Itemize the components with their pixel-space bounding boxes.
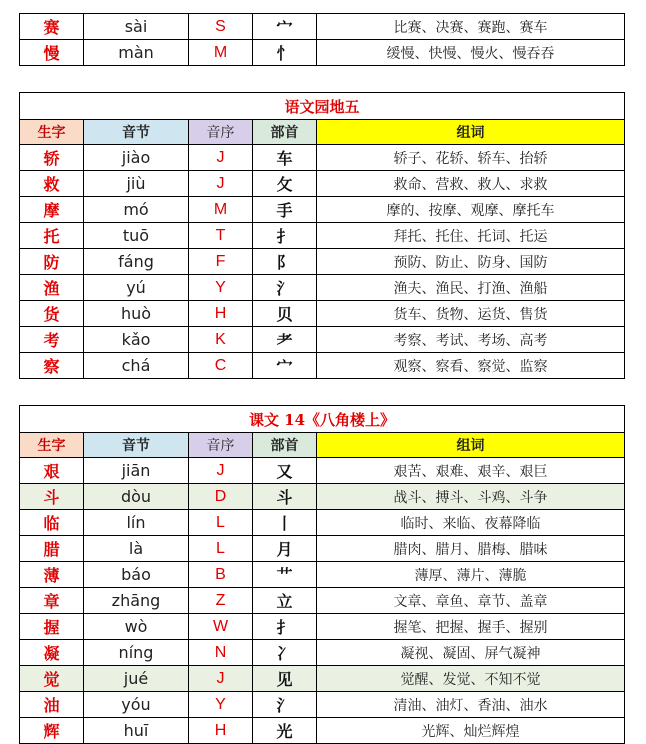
pinyin-cell: níng [84,640,189,666]
pinyin-cell: yóu [84,692,189,718]
pinyin-cell: kǎo [84,327,189,353]
index-cell: H [189,718,253,744]
section1-table [19,92,625,379]
pinyin-cell: jué [84,666,189,692]
radical-cell: 冫 [253,640,317,666]
table-row [20,249,625,275]
words-cell: 考察、考试、考场、高考 [317,327,625,353]
words-cell: 凝视、凝固、屏气凝神 [317,640,625,666]
table-row [20,510,625,536]
char-cell: 凝 [20,640,84,666]
char-cell: 防 [20,249,84,275]
char-cell: 艰 [20,458,84,484]
top-table-body [20,14,625,66]
table-row [20,666,625,692]
table-row [20,353,625,379]
pinyin-cell: fáng [84,249,189,275]
char-cell: 油 [20,692,84,718]
header-char: 生字 [20,120,84,145]
words-cell: 缓慢、快慢、慢火、慢吞吞 [317,40,625,66]
pinyin-cell: huò [84,301,189,327]
index-cell: H [189,301,253,327]
pinyin-cell: lín [84,510,189,536]
radical-cell: 扌 [253,614,317,640]
words-cell: 比赛、决赛、赛跑、赛车 [317,14,625,40]
section2-body [20,406,625,458]
table-row [20,484,625,510]
words-cell: 握笔、把握、握手、握别 [317,614,625,640]
table-row [20,614,625,640]
pinyin-cell: jiù [84,171,189,197]
pinyin-cell: yú [84,275,189,301]
header-index: 音序 [189,120,253,145]
char-cell: 临 [20,510,84,536]
pinyin-cell: huī [84,718,189,744]
index-cell: C [189,353,253,379]
pinyin-cell: báo [84,562,189,588]
pinyin-cell: jiān [84,458,189,484]
words-cell: 渔夫、渔民、打渔、渔船 [317,275,625,301]
radical-cell: 阝 [253,249,317,275]
pinyin-cell: chá [84,353,189,379]
section1-rows [20,145,625,379]
index-cell: L [189,536,253,562]
header-words: 组词 [317,120,625,145]
table-row [20,14,625,40]
table-row [20,223,625,249]
char-cell: 章 [20,588,84,614]
table-row [20,536,625,562]
table-row [20,692,625,718]
index-cell: Z [189,588,253,614]
table-row [20,197,625,223]
index-cell: M [189,197,253,223]
radical-cell: 斗 [253,484,317,510]
table-row [20,718,625,744]
char-cell: 考 [20,327,84,353]
index-cell: L [189,510,253,536]
char-cell: 渔 [20,275,84,301]
section2-header-row [20,433,625,458]
words-cell: 光辉、灿烂辉煌 [317,718,625,744]
words-cell: 临时、来临、夜幕降临 [317,510,625,536]
table-row [20,275,625,301]
header-pinyin: 音节 [84,433,189,458]
radical-cell: 扌 [253,223,317,249]
radical-cell: 见 [253,666,317,692]
pinyin-cell: jiào [84,145,189,171]
index-cell: N [189,640,253,666]
table-row [20,327,625,353]
char-cell: 薄 [20,562,84,588]
radical-cell: 攵 [253,171,317,197]
words-cell: 货车、货物、运货、售货 [317,301,625,327]
header-pinyin: 音节 [84,120,189,145]
char-cell: 察 [20,353,84,379]
table-row [20,562,625,588]
char-cell: 赛 [20,14,84,40]
table-row [20,40,625,66]
radical-cell: 又 [253,458,317,484]
index-cell: J [189,171,253,197]
radical-cell: 艹 [253,562,317,588]
pinyin-cell: mó [84,197,189,223]
char-cell: 轿 [20,145,84,171]
words-cell: 摩的、按摩、观摩、摩托车 [317,197,625,223]
index-cell: Y [189,692,253,718]
header-index: 音序 [189,433,253,458]
radical-cell: 光 [253,718,317,744]
char-cell: 慢 [20,40,84,66]
char-cell: 托 [20,223,84,249]
words-cell: 观察、察看、察觉、监察 [317,353,625,379]
radical-cell: 丨 [253,510,317,536]
char-cell: 货 [20,301,84,327]
words-cell: 战斗、搏斗、斗鸡、斗争 [317,484,625,510]
section1-header-row [20,120,625,145]
char-cell: 腊 [20,536,84,562]
pinyin-cell: tuō [84,223,189,249]
header-radical: 部首 [253,120,317,145]
char-cell: 辉 [20,718,84,744]
pinyin-cell: zhāng [84,588,189,614]
table-row [20,588,625,614]
index-cell: J [189,458,253,484]
header-radical: 部首 [253,433,317,458]
section2-rows [20,458,625,744]
index-cell: T [189,223,253,249]
header-char: 生字 [20,433,84,458]
char-cell: 救 [20,171,84,197]
radical-cell: 手 [253,197,317,223]
char-cell: 摩 [20,197,84,223]
pinyin-cell: wò [84,614,189,640]
pinyin-cell: là [84,536,189,562]
top-table [19,13,625,66]
index-cell: F [189,249,253,275]
radical-cell: 月 [253,536,317,562]
index-cell: M [189,40,253,66]
index-cell: J [189,666,253,692]
table-row [20,145,625,171]
index-cell: S [189,14,253,40]
words-cell: 艰苦、艰难、艰辛、艰巨 [317,458,625,484]
radical-cell: 宀 [253,353,317,379]
radical-cell: 立 [253,588,317,614]
index-cell: Y [189,275,253,301]
table-row [20,171,625,197]
words-cell: 预防、防止、防身、国防 [317,249,625,275]
radical-cell: 忄 [253,40,317,66]
words-cell: 觉醒、发觉、不知不觉 [317,666,625,692]
words-cell: 腊肉、腊月、腊梅、腊味 [317,536,625,562]
words-cell: 文章、章鱼、章节、盖章 [317,588,625,614]
char-cell: 斗 [20,484,84,510]
section2-table [19,405,625,744]
pinyin-cell: màn [84,40,189,66]
radical-cell: 宀 [253,14,317,40]
table-row [20,640,625,666]
radical-cell: 氵 [253,275,317,301]
radical-cell: 耂 [253,327,317,353]
words-cell: 薄厚、薄片、薄脆 [317,562,625,588]
section2-title: 课文 14《八角楼上》 [20,406,625,433]
words-cell: 拜托、托住、托词、托运 [317,223,625,249]
pinyin-cell: dòu [84,484,189,510]
pinyin-cell: sài [84,14,189,40]
table-row [20,301,625,327]
char-cell: 握 [20,614,84,640]
section1-body [20,93,625,145]
index-cell: D [189,484,253,510]
radical-cell: 氵 [253,692,317,718]
section1-title: 语文园地五 [20,93,625,120]
words-cell: 清油、油灯、香油、油水 [317,692,625,718]
radical-cell: 贝 [253,301,317,327]
index-cell: K [189,327,253,353]
index-cell: B [189,562,253,588]
radical-cell: 车 [253,145,317,171]
words-cell: 救命、营救、救人、求救 [317,171,625,197]
words-cell: 轿子、花轿、轿车、抬轿 [317,145,625,171]
char-cell: 觉 [20,666,84,692]
table-row [20,458,625,484]
index-cell: W [189,614,253,640]
header-words: 组词 [317,433,625,458]
index-cell: J [189,145,253,171]
